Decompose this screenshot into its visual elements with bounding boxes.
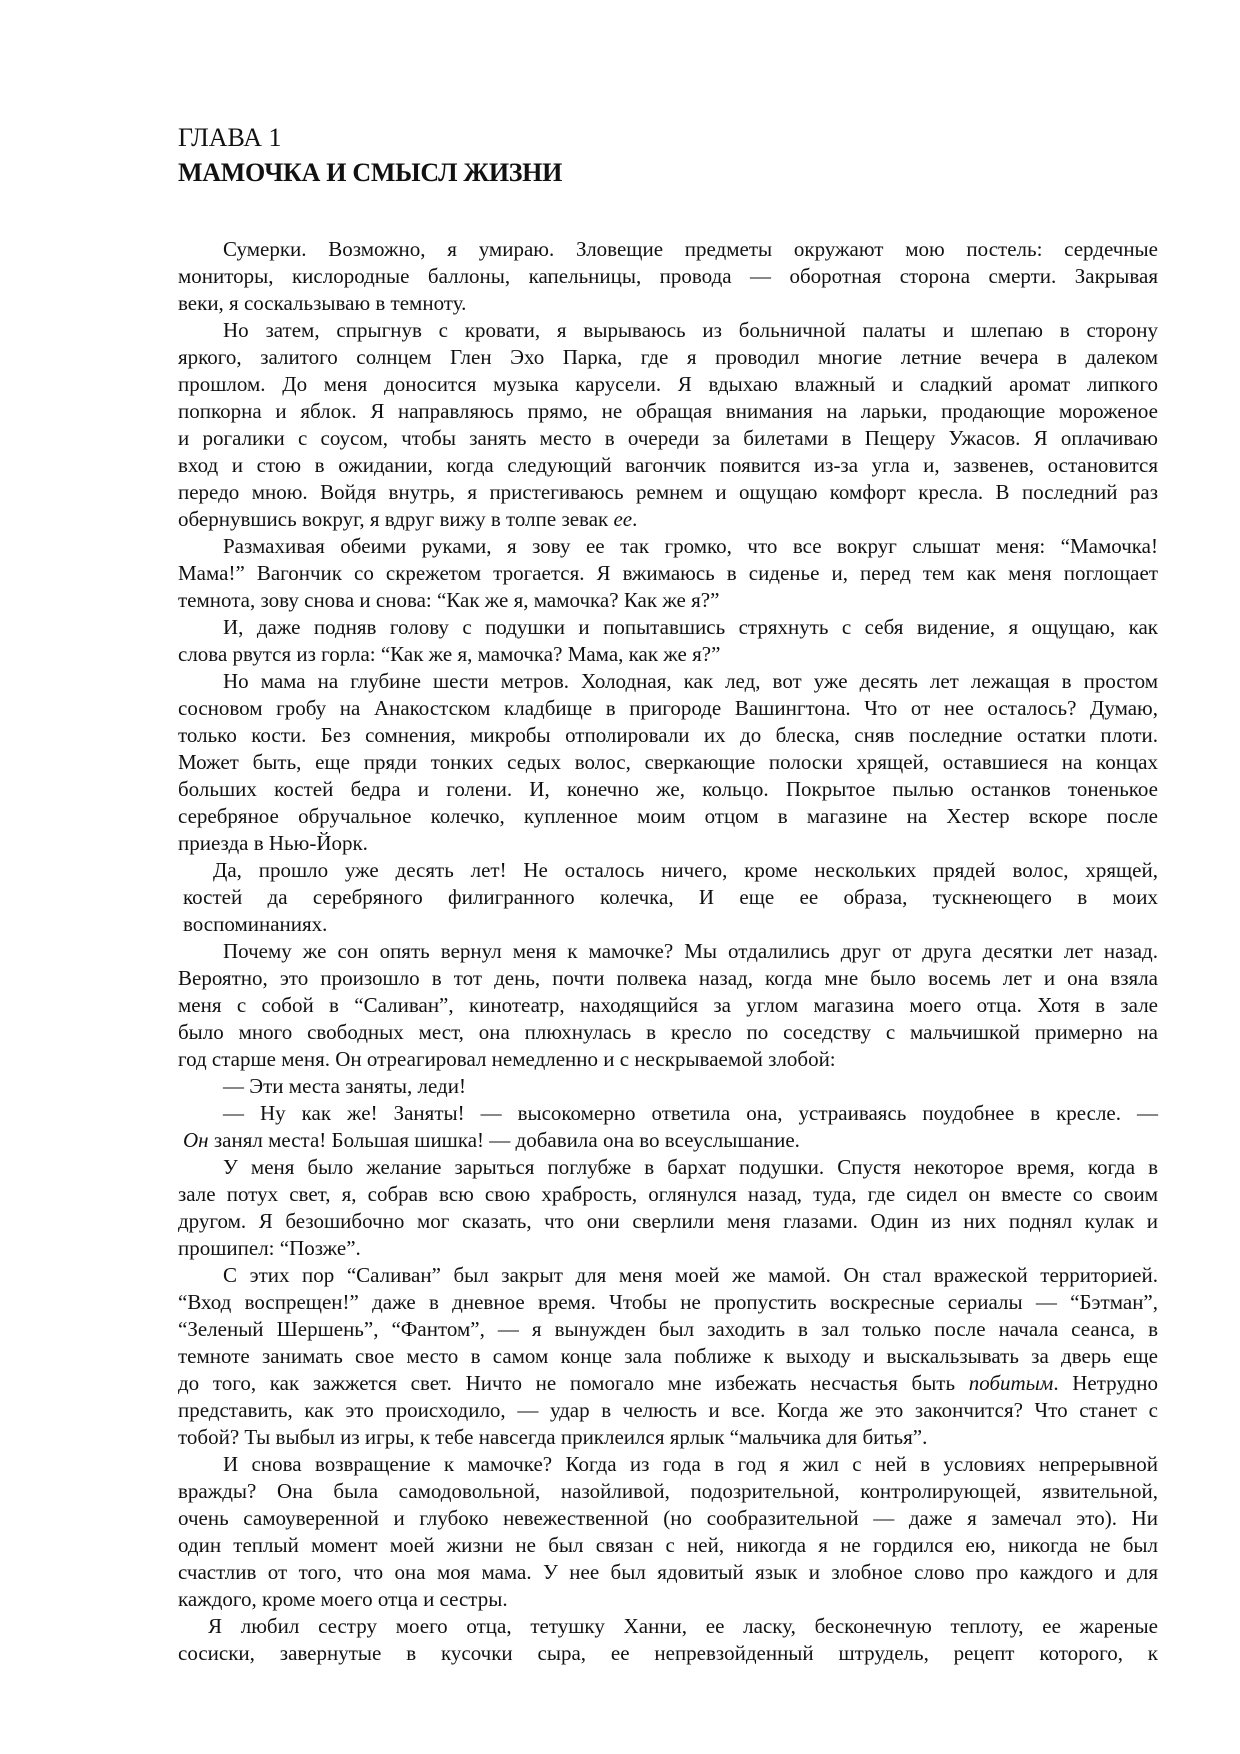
text-line (178, 1478, 1158, 1505)
text-line (178, 614, 1158, 641)
text-line (178, 317, 1158, 344)
paragraph (178, 1262, 1158, 1451)
text-line (178, 1397, 1158, 1424)
text-segment: Да, прошло уже десять лет! Не осталось ничего, кроме нескольких прядей волос, хрящей, (213, 858, 1158, 882)
text-line (178, 290, 1158, 317)
text-line (178, 1505, 1158, 1532)
italic-text: Он (183, 1128, 209, 1152)
text-line (178, 965, 1158, 992)
text-segment: С этих пор “Саливан” был закрыт для меня моей же мамой. Он стал вражеской территорией. (223, 1263, 1158, 1287)
italic-text: побитым (968, 1371, 1054, 1395)
text-segment: до того, как зажжется свет. Ничто не помогало мне избежать несчастья быть (178, 1371, 969, 1395)
paragraph (178, 1100, 1158, 1154)
text-line (178, 1127, 1158, 1154)
text-segment: костей да серебряного филигранного колечка, И еще ее образа, тускнеющего в моих (183, 885, 1158, 909)
text-line (178, 371, 1158, 398)
text-segment: Я любил сестру моего отца, тетушку Ханни, ее ласку, бесконечную теплоту, ее жареные (208, 1614, 1158, 1638)
text-segment: темнота, зову снова и снова: “Как же я, мамочка? Как же я?” (178, 588, 720, 612)
paragraph (178, 317, 1158, 533)
text-segment: вражды? Она была самодовольной, назойливой, подозрительной, контролирующей, язвительной, (178, 1479, 1158, 1503)
text-line (178, 1424, 1158, 1451)
text-line (178, 1262, 1158, 1289)
text-segment: “Зеленый Шершень”, “Фантом”, — я вынужден был заходить в зал только после начала сеанса, в (178, 1317, 1158, 1341)
text-segment: И, даже подняв голову с подушки и попытавшись стряхнуть с себя видение, я ощущаю, как (223, 615, 1158, 639)
text-line (178, 1235, 1158, 1262)
text-segment: прошлом. До меня доносится музыка карусели. Я вдыхаю влажный и сладкий аромат липкого (178, 372, 1158, 396)
text-segment: мониторы, кислородные баллоны, капельницы, провода — оборотная сторона смерти. Закрывая (178, 264, 1158, 288)
text-segment: Но затем, спрыгнув с кровати, я вырываюсь из больничной палаты и шлепаю в сторону (223, 318, 1158, 342)
text-line (178, 1316, 1158, 1343)
text-segment: попкорна и яблок. Я направляюсь прямо, не обращая внимания на ларьки, продающие мороженое (178, 399, 1158, 423)
text-segment: сосновом гробу на Анакостском кладбище в пригороде Вашингтона. Что от нее осталось? Думаю, (178, 696, 1158, 720)
text-line (178, 722, 1158, 749)
text-segment: яркого, залитого солнцем Глен Эхо Парка, где я проводил многие летние вечера в далеком (178, 345, 1158, 369)
text-line (178, 992, 1158, 1019)
text-segment: Но мама на глубине шести метров. Холодная, как лед, вот уже десять лет лежащая в простом (223, 669, 1158, 693)
text-line (178, 1586, 1158, 1613)
text-line (178, 1451, 1158, 1478)
text-line (178, 560, 1158, 587)
text-line (178, 1532, 1158, 1559)
text-segment: зале потух свет, я, собрав всю свою храбрость, оглянулся назад, туда, где сидел он вместе со своим (178, 1182, 1158, 1206)
text-segment: У меня было желание зарыться поглубже в бархат подушки. Спустя некоторое время, когда в (223, 1155, 1158, 1179)
text-line (178, 938, 1158, 965)
text-line (178, 425, 1158, 452)
text-segment: каждого, кроме моего отца и сестры. (178, 1587, 508, 1611)
text-line (178, 344, 1158, 371)
paragraph (178, 1154, 1158, 1262)
text-line (178, 911, 1158, 938)
text-line (178, 506, 1158, 533)
text-line (178, 1370, 1158, 1397)
text-line (178, 1181, 1158, 1208)
text-line (178, 776, 1158, 803)
text-segment: Мама!” Вагончик со скрежетом трогается. Я вжимаюсь в сиденье и, перед тем как меня поглощает (178, 561, 1158, 585)
text-segment: другом. Я безошибочно мог сказать, что они сверлили меня глазами. Один из них поднял кулак и (178, 1209, 1158, 1233)
text-segment: серебряное обручальное колечко, купленное моим отцом в магазине на Хестер вскоре после (178, 804, 1158, 828)
paragraph (178, 857, 1158, 938)
text-segment: . Нетрудно (1053, 1371, 1158, 1395)
italic-text: ее (613, 507, 633, 531)
text-segment: “Вход воспрещен!” даже в дневное время. Чтобы не пропустить воскресные сериалы — “Бэтман”, (178, 1290, 1158, 1314)
text-line (178, 641, 1158, 668)
text-segment: счастлив от того, что она моя мама. У нее был ядовитый язык и злобное слово про каждого и для (178, 1560, 1158, 1584)
text-segment: — Ну как же! Заняты! — высокомерно ответила она, устраиваясь поудобнее в кресле. — (223, 1101, 1158, 1125)
text-line (178, 1073, 1158, 1100)
text-line (178, 1343, 1158, 1370)
text-segment: Сумерки. Возможно, я умираю. Зловещие предметы окружают мою постель: сердечные (223, 237, 1158, 261)
paragraph (178, 236, 1158, 317)
text-line (178, 263, 1158, 290)
text-line (178, 830, 1158, 857)
text-segment: один теплый момент моей жизни не был связан с ней, никогда я не гордился ею, никогда не был (178, 1533, 1158, 1557)
text-segment: приезда в Нью-Йорк. (178, 831, 368, 855)
paragraph (178, 533, 1158, 614)
text-segment: Размахивая обеими руками, я зову ее так громко, что все вокруг слышат меня: “Мамочка! (223, 534, 1158, 558)
text-segment: Может быть, еще пряди тонких седых волос, сверкающие полоски хрящей, оставшиеся на концах (178, 750, 1158, 774)
text-line (178, 803, 1158, 830)
text-segment: передо мною. Войдя внутрь, я пристегиваюсь ремнем и ощущаю комфорт кресла. В последний раз (178, 480, 1158, 504)
paragraph (178, 1073, 1158, 1100)
text-line (178, 236, 1158, 263)
text-line (178, 857, 1158, 884)
text-segment: слова рвутся из горла: “Как же я, мамочка? Мама, как же я?” (178, 642, 721, 666)
text-segment: прошипел: “Позже”. (178, 1236, 361, 1260)
paragraph (178, 614, 1158, 668)
text-line (178, 1613, 1158, 1640)
text-segment: было много свободных мест, она плюхнулась в кресло по соседству с мальчишкой примерно на (178, 1020, 1158, 1044)
text-segment: Вероятно, это произошло в тот день, почти полвека назад, когда мне было восемь лет и она взяла (178, 966, 1158, 990)
text-line (178, 668, 1158, 695)
text-line (178, 398, 1158, 425)
text-segment: веки, я соскальзываю в темноту. (178, 291, 467, 315)
text-segment: — Эти места заняты, леди! (223, 1074, 466, 1098)
text-line (178, 1154, 1158, 1181)
text-line (178, 1208, 1158, 1235)
text-line (178, 1289, 1158, 1316)
paragraph (178, 1451, 1158, 1613)
text-line (178, 533, 1158, 560)
text-segment: воспоминаниях. (183, 912, 328, 936)
text-line (178, 1100, 1158, 1127)
text-segment: очень самоуверенной и глубоко невежественной (но сообразительной — даже я замечал это). Ни (178, 1506, 1158, 1530)
text-segment: обернувшись вокруг, я вдруг вижу в толпе зевак (178, 507, 614, 531)
text-line (178, 587, 1158, 614)
text-segment: занял места! Большая шишка! — добавила она во всеуслышание. (208, 1128, 800, 1152)
text-line (178, 749, 1158, 776)
text-line (178, 1046, 1158, 1073)
text-segment: год старше меня. Он отреагировал немедленно и с нескрываемой злобой: (178, 1047, 836, 1071)
text-segment: вход и стою в ожидании, когда следующий вагончик появится из-за угла и, зазвенев, остановится (178, 453, 1158, 477)
text-line (178, 1559, 1158, 1586)
text-segment: темноте занимать свое место в самом конце зала поближе к выходу и выскальзывать за дверь еще (178, 1344, 1158, 1368)
body-text (178, 236, 1158, 1667)
text-segment: Почему же сон опять вернул меня к мамочке? Мы отдалились друг от друга десятки лет назад. (223, 939, 1158, 963)
text-line (178, 479, 1158, 506)
paragraph (178, 938, 1158, 1073)
text-segment: сосиски, завернутые в кусочки сыра, ее непревзойденный штрудель, рецепт которого, к (178, 1641, 1158, 1665)
text-line (178, 884, 1158, 911)
text-segment: тобой? Ты выбыл из игры, к тебе навсегда приклеился ярлык “мальчика для битья”. (178, 1425, 928, 1449)
chapter-title: МАМОЧКА И СМЫСЛ ЖИЗНИ (178, 158, 563, 187)
paragraph (178, 1613, 1158, 1667)
text-line (178, 1019, 1158, 1046)
text-segment: меня с собой в “Саливан”, кинотеатр, находящийся за углом магазина моего отца. Хотя в зале (178, 993, 1158, 1017)
text-segment: больших костей бедра и голени. И, конечно же, кольцо. Покрытое пылью останков тоненькое (178, 777, 1158, 801)
text-segment: только кости. Без сомнения, микробы отполировали их до блеска, сняв последние остатки плоти. (178, 723, 1158, 747)
text-segment: И снова возвращение к мамочке? Когда из года в год я жил с ней в условиях непрерывной (223, 1452, 1158, 1476)
text-segment: представить, как это происходило, — удар в челюсть и все. Когда же это закончится? Что станет с (178, 1398, 1158, 1422)
text-segment: . (632, 507, 638, 531)
text-segment: и рогалики с соусом, чтобы занять место в очереди за билетами в Пещеру Ужасов. Я оплачиваю (178, 426, 1158, 450)
text-line (178, 452, 1158, 479)
text-line (178, 695, 1158, 722)
text-line (178, 1640, 1158, 1667)
chapter-number: ГЛАВА 1 (178, 123, 282, 152)
paragraph (178, 668, 1158, 857)
